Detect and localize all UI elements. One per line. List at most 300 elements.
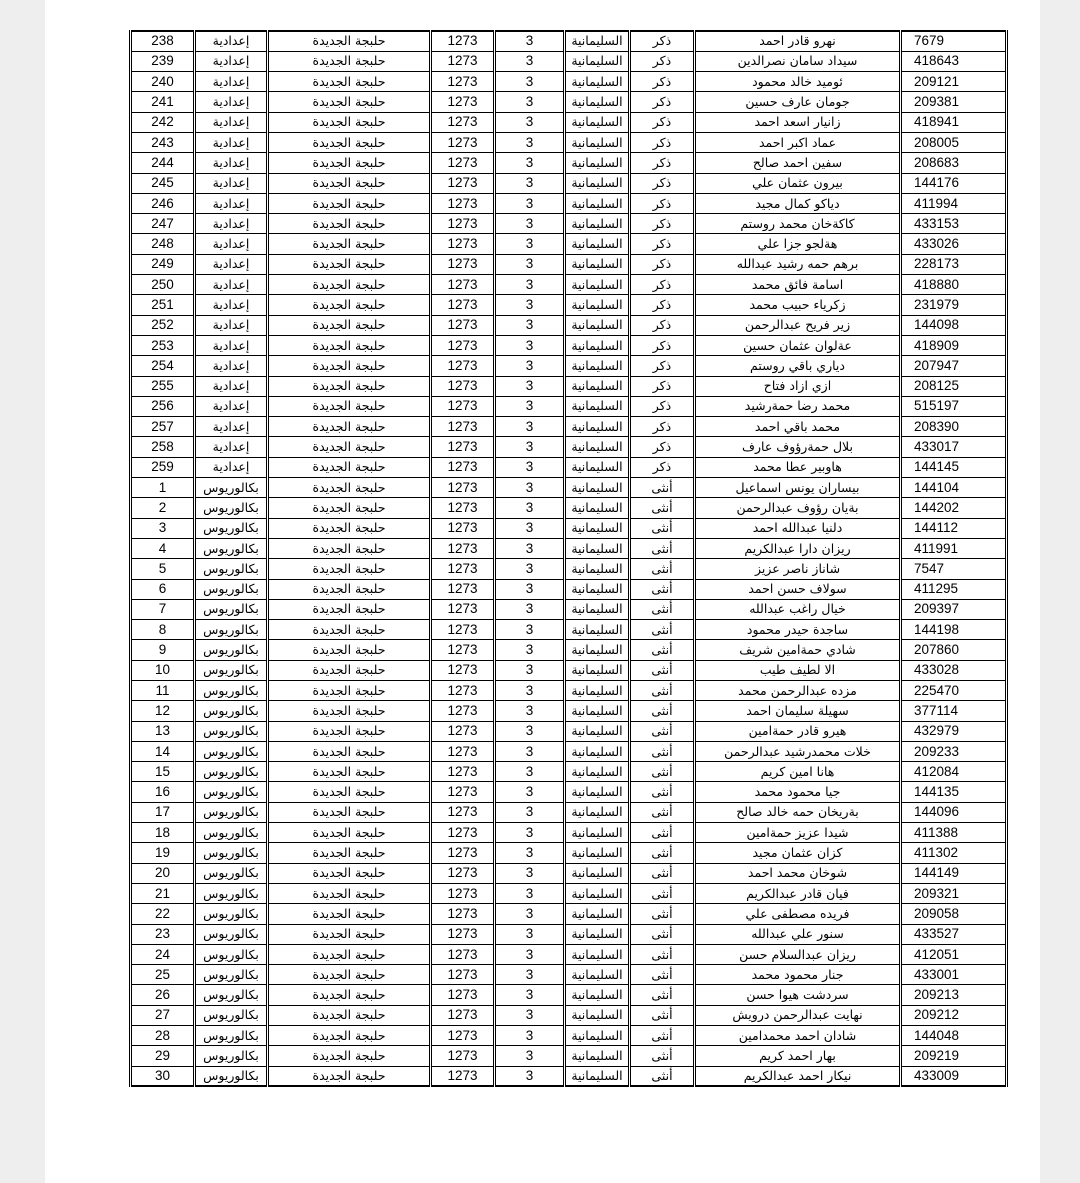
- number-cell: 3: [495, 823, 565, 843]
- governorate-cell: السليمانية: [565, 762, 630, 782]
- city-cell: حلبجة الجديدة: [268, 153, 431, 173]
- number-cell: 3: [495, 518, 565, 538]
- id-cell: 144096: [901, 802, 1007, 822]
- name-cell: بلال حمةرؤوف عارف: [695, 437, 901, 457]
- number-cell: 3: [495, 1066, 565, 1086]
- code-cell: 1273: [431, 843, 495, 863]
- qualification-cell: بكالوريوس: [195, 843, 268, 863]
- number-cell: 3: [495, 234, 565, 254]
- name-cell: شوخان محمد احمد: [695, 863, 901, 883]
- code-cell: 1273: [431, 883, 495, 903]
- number-cell: 3: [495, 1005, 565, 1025]
- governorate-cell: السليمانية: [565, 295, 630, 315]
- id-cell: 411302: [901, 843, 1007, 863]
- governorate-cell: السليمانية: [565, 721, 630, 741]
- table-row: [131, 214, 1007, 234]
- qualification-cell: بكالوريوس: [195, 863, 268, 883]
- code-cell: 1273: [431, 924, 495, 944]
- number-cell: 3: [495, 762, 565, 782]
- number-cell: 3: [495, 153, 565, 173]
- number-cell: 3: [495, 924, 565, 944]
- qualification-cell: إعدادية: [195, 335, 268, 355]
- serial-number-cell: 26: [131, 985, 195, 1005]
- id-cell: 412051: [901, 944, 1007, 964]
- code-cell: 1273: [431, 579, 495, 599]
- code-cell: 1273: [431, 214, 495, 234]
- city-cell: حلبجة الجديدة: [268, 721, 431, 741]
- code-cell: 1273: [431, 295, 495, 315]
- city-cell: حلبجة الجديدة: [268, 762, 431, 782]
- governorate-cell: السليمانية: [565, 559, 630, 579]
- number-cell: 3: [495, 92, 565, 112]
- serial-number-cell: 242: [131, 112, 195, 132]
- city-cell: حلبجة الجديدة: [268, 965, 431, 985]
- qualification-cell: بكالوريوس: [195, 1026, 268, 1046]
- gender-cell: أنثى: [630, 883, 695, 903]
- code-cell: 1273: [431, 944, 495, 964]
- qualification-cell: بكالوريوس: [195, 924, 268, 944]
- name-cell: خيال راغب عبدالله: [695, 599, 901, 619]
- table-row: [131, 335, 1007, 355]
- city-cell: حلبجة الجديدة: [268, 1046, 431, 1066]
- city-cell: حلبجة الجديدة: [268, 396, 431, 416]
- code-cell: 1273: [431, 802, 495, 822]
- gender-cell: أنثى: [630, 1026, 695, 1046]
- name-cell: هانا امين كريم: [695, 762, 901, 782]
- city-cell: حلبجة الجديدة: [268, 315, 431, 335]
- name-cell: جنار محمود محمد: [695, 965, 901, 985]
- city-cell: حلبجة الجديدة: [268, 559, 431, 579]
- governorate-cell: السليمانية: [565, 417, 630, 437]
- code-cell: 1273: [431, 275, 495, 295]
- qualification-cell: بكالوريوس: [195, 883, 268, 903]
- gender-cell: أنثى: [630, 924, 695, 944]
- city-cell: حلبجة الجديدة: [268, 883, 431, 903]
- gender-cell: أنثى: [630, 620, 695, 640]
- serial-number-cell: 258: [131, 437, 195, 457]
- serial-number-cell: 25: [131, 965, 195, 985]
- governorate-cell: السليمانية: [565, 498, 630, 518]
- serial-number-cell: 16: [131, 782, 195, 802]
- table-row: [131, 802, 1007, 822]
- id-cell: 208683: [901, 153, 1007, 173]
- number-cell: 3: [495, 620, 565, 640]
- serial-number-cell: 14: [131, 741, 195, 761]
- table-row: [131, 762, 1007, 782]
- name-cell: شادان احمد محمدامين: [695, 1026, 901, 1046]
- serial-number-cell: 247: [131, 214, 195, 234]
- serial-number-cell: 9: [131, 640, 195, 660]
- governorate-cell: السليمانية: [565, 863, 630, 883]
- id-cell: 411994: [901, 193, 1007, 213]
- name-cell: هةلجو جزا علي: [695, 234, 901, 254]
- city-cell: حلبجة الجديدة: [268, 620, 431, 640]
- city-cell: حلبجة الجديدة: [268, 51, 431, 71]
- qualification-cell: بكالوريوس: [195, 1046, 268, 1066]
- name-cell: عةلوان عثمان حسين: [695, 335, 901, 355]
- serial-number-cell: 17: [131, 802, 195, 822]
- code-cell: 1273: [431, 335, 495, 355]
- gender-cell: أنثى: [630, 944, 695, 964]
- gender-cell: ذكر: [630, 31, 695, 51]
- serial-number-cell: 3: [131, 518, 195, 538]
- serial-number-cell: 238: [131, 31, 195, 51]
- qualification-cell: إعدادية: [195, 173, 268, 193]
- number-cell: 3: [495, 214, 565, 234]
- gender-cell: أنثى: [630, 985, 695, 1005]
- id-cell: 433001: [901, 965, 1007, 985]
- name-cell: ازي ازاد فتاح: [695, 376, 901, 396]
- gender-cell: أنثى: [630, 741, 695, 761]
- code-cell: 1273: [431, 478, 495, 498]
- qualification-cell: إعدادية: [195, 396, 268, 416]
- serial-number-cell: 15: [131, 762, 195, 782]
- number-cell: 3: [495, 1026, 565, 1046]
- name-cell: اسامة فائق محمد: [695, 275, 901, 295]
- serial-number-cell: 20: [131, 863, 195, 883]
- code-cell: 1273: [431, 559, 495, 579]
- governorate-cell: السليمانية: [565, 376, 630, 396]
- number-cell: 3: [495, 295, 565, 315]
- qualification-cell: إعدادية: [195, 112, 268, 132]
- id-cell: 144176: [901, 173, 1007, 193]
- table-row: [131, 518, 1007, 538]
- code-cell: 1273: [431, 965, 495, 985]
- number-cell: 3: [495, 254, 565, 274]
- city-cell: حلبجة الجديدة: [268, 376, 431, 396]
- gender-cell: أنثى: [630, 965, 695, 985]
- city-cell: حلبجة الجديدة: [268, 295, 431, 315]
- gender-cell: ذكر: [630, 234, 695, 254]
- code-cell: 1273: [431, 173, 495, 193]
- number-cell: 3: [495, 904, 565, 924]
- code-cell: 1273: [431, 701, 495, 721]
- id-cell: 433017: [901, 437, 1007, 457]
- code-cell: 1273: [431, 31, 495, 51]
- gender-cell: أنثى: [630, 681, 695, 701]
- table-row: [131, 1005, 1007, 1025]
- governorate-cell: السليمانية: [565, 275, 630, 295]
- city-cell: حلبجة الجديدة: [268, 904, 431, 924]
- governorate-cell: السليمانية: [565, 92, 630, 112]
- id-cell: 144145: [901, 457, 1007, 477]
- name-cell: ساجدة حيدر محمود: [695, 620, 901, 640]
- code-cell: 1273: [431, 741, 495, 761]
- id-cell: 433026: [901, 234, 1007, 254]
- gender-cell: أنثى: [630, 904, 695, 924]
- qualification-cell: بكالوريوس: [195, 640, 268, 660]
- governorate-cell: السليمانية: [565, 985, 630, 1005]
- id-cell: 208125: [901, 376, 1007, 396]
- gender-cell: ذكر: [630, 51, 695, 71]
- city-cell: حلبجة الجديدة: [268, 660, 431, 680]
- id-cell: 144098: [901, 315, 1007, 335]
- number-cell: 3: [495, 275, 565, 295]
- city-cell: حلبجة الجديدة: [268, 173, 431, 193]
- code-cell: 1273: [431, 132, 495, 152]
- qualification-cell: بكالوريوس: [195, 681, 268, 701]
- number-cell: 3: [495, 457, 565, 477]
- name-cell: برهم حمه رشيد عبدالله: [695, 254, 901, 274]
- governorate-cell: السليمانية: [565, 843, 630, 863]
- id-cell: 209397: [901, 599, 1007, 619]
- name-cell: عماد اكبر احمد: [695, 132, 901, 152]
- gender-cell: ذكر: [630, 356, 695, 376]
- code-cell: 1273: [431, 1046, 495, 1066]
- table-row: [131, 985, 1007, 1005]
- qualification-cell: بكالوريوس: [195, 904, 268, 924]
- governorate-cell: السليمانية: [565, 823, 630, 843]
- code-cell: 1273: [431, 112, 495, 132]
- city-cell: حلبجة الجديدة: [268, 1026, 431, 1046]
- id-cell: 411295: [901, 579, 1007, 599]
- governorate-cell: السليمانية: [565, 1026, 630, 1046]
- qualification-cell: بكالوريوس: [195, 599, 268, 619]
- name-cell: محمد رضا حمةرشيد: [695, 396, 901, 416]
- serial-number-cell: 243: [131, 132, 195, 152]
- table-row: [131, 396, 1007, 416]
- employee-table: [129, 30, 1008, 1087]
- serial-number-cell: 28: [131, 1026, 195, 1046]
- city-cell: حلبجة الجديدة: [268, 234, 431, 254]
- governorate-cell: السليمانية: [565, 620, 630, 640]
- name-cell: بةريخان حمه خالد صالح: [695, 802, 901, 822]
- name-cell: الا لطيف طيب: [695, 660, 901, 680]
- code-cell: 1273: [431, 660, 495, 680]
- qualification-cell: إعدادية: [195, 92, 268, 112]
- number-cell: 3: [495, 132, 565, 152]
- table-row: [131, 599, 1007, 619]
- number-cell: 3: [495, 985, 565, 1005]
- id-cell: 412084: [901, 762, 1007, 782]
- serial-number-cell: 18: [131, 823, 195, 843]
- name-cell: جيا محمود محمد: [695, 782, 901, 802]
- code-cell: 1273: [431, 51, 495, 71]
- table-row: [131, 478, 1007, 498]
- name-cell: بهار احمد كريم: [695, 1046, 901, 1066]
- code-cell: 1273: [431, 417, 495, 437]
- governorate-cell: السليمانية: [565, 1066, 630, 1086]
- table-row: [131, 904, 1007, 924]
- table-row: [131, 254, 1007, 274]
- city-cell: حلبجة الجديدة: [268, 944, 431, 964]
- id-cell: 377114: [901, 701, 1007, 721]
- governorate-cell: السليمانية: [565, 660, 630, 680]
- city-cell: حلبجة الجديدة: [268, 1005, 431, 1025]
- table-row: [131, 538, 1007, 558]
- gender-cell: أنثى: [630, 802, 695, 822]
- id-cell: 433009: [901, 1066, 1007, 1086]
- id-cell: 515197: [901, 396, 1007, 416]
- table-row: [131, 173, 1007, 193]
- gender-cell: أنثى: [630, 660, 695, 680]
- serial-number-cell: 250: [131, 275, 195, 295]
- id-cell: 231979: [901, 295, 1007, 315]
- name-cell: هيرو قادر حمةامين: [695, 721, 901, 741]
- gender-cell: أنثى: [630, 1046, 695, 1066]
- serial-number-cell: 21: [131, 883, 195, 903]
- id-cell: 225470: [901, 681, 1007, 701]
- id-cell: 418909: [901, 335, 1007, 355]
- gender-cell: أنثى: [630, 1066, 695, 1086]
- code-cell: 1273: [431, 153, 495, 173]
- number-cell: 3: [495, 538, 565, 558]
- table-row: [131, 275, 1007, 295]
- number-cell: 3: [495, 701, 565, 721]
- qualification-cell: بكالوريوس: [195, 559, 268, 579]
- number-cell: 3: [495, 335, 565, 355]
- city-cell: حلبجة الجديدة: [268, 112, 431, 132]
- table-row: [131, 721, 1007, 741]
- id-cell: 209381: [901, 92, 1007, 112]
- qualification-cell: إعدادية: [195, 275, 268, 295]
- code-cell: 1273: [431, 254, 495, 274]
- code-cell: 1273: [431, 782, 495, 802]
- table-row: [131, 132, 1007, 152]
- governorate-cell: السليمانية: [565, 1005, 630, 1025]
- city-cell: حلبجة الجديدة: [268, 863, 431, 883]
- table-row: [131, 640, 1007, 660]
- governorate-cell: السليمانية: [565, 234, 630, 254]
- code-cell: 1273: [431, 72, 495, 92]
- code-cell: 1273: [431, 396, 495, 416]
- name-cell: فيان قادر عبدالكريم: [695, 883, 901, 903]
- number-cell: 3: [495, 843, 565, 863]
- name-cell: جومان عارف حسين: [695, 92, 901, 112]
- city-cell: حلبجة الجديدة: [268, 802, 431, 822]
- id-cell: 209233: [901, 741, 1007, 761]
- governorate-cell: السليمانية: [565, 254, 630, 274]
- serial-number-cell: 29: [131, 1046, 195, 1066]
- gender-cell: أنثى: [630, 538, 695, 558]
- id-cell: 144149: [901, 863, 1007, 883]
- governorate-cell: السليمانية: [565, 599, 630, 619]
- code-cell: 1273: [431, 457, 495, 477]
- gender-cell: ذكر: [630, 193, 695, 213]
- table-row: [131, 843, 1007, 863]
- governorate-cell: السليمانية: [565, 579, 630, 599]
- id-cell: 209058: [901, 904, 1007, 924]
- code-cell: 1273: [431, 1026, 495, 1046]
- city-cell: حلبجة الجديدة: [268, 985, 431, 1005]
- gender-cell: أنثى: [630, 559, 695, 579]
- id-cell: 433153: [901, 214, 1007, 234]
- serial-number-cell: 22: [131, 904, 195, 924]
- name-cell: زانيار اسعد احمد: [695, 112, 901, 132]
- gender-cell: أنثى: [630, 498, 695, 518]
- gender-cell: ذكر: [630, 132, 695, 152]
- number-cell: 3: [495, 660, 565, 680]
- name-cell: بةيان رؤوف عبدالرحمن: [695, 498, 901, 518]
- name-cell: بيساران يونس اسماعيل: [695, 478, 901, 498]
- governorate-cell: السليمانية: [565, 904, 630, 924]
- name-cell: دياكو كمال مجيد: [695, 193, 901, 213]
- governorate-cell: السليمانية: [565, 802, 630, 822]
- qualification-cell: بكالوريوس: [195, 620, 268, 640]
- table-row: [131, 1066, 1007, 1086]
- id-cell: 432979: [901, 721, 1007, 741]
- code-cell: 1273: [431, 640, 495, 660]
- governorate-cell: السليمانية: [565, 681, 630, 701]
- qualification-cell: إعدادية: [195, 51, 268, 71]
- id-cell: 144202: [901, 498, 1007, 518]
- city-cell: حلبجة الجديدة: [268, 599, 431, 619]
- id-cell: 418941: [901, 112, 1007, 132]
- id-cell: 228173: [901, 254, 1007, 274]
- number-cell: 3: [495, 721, 565, 741]
- id-cell: 207860: [901, 640, 1007, 660]
- number-cell: 3: [495, 1046, 565, 1066]
- number-cell: 3: [495, 51, 565, 71]
- table-row: [131, 823, 1007, 843]
- governorate-cell: السليمانية: [565, 31, 630, 51]
- name-cell: سهيلة سليمان احمد: [695, 701, 901, 721]
- gender-cell: ذكر: [630, 214, 695, 234]
- number-cell: 3: [495, 559, 565, 579]
- qualification-cell: إعدادية: [195, 193, 268, 213]
- name-cell: سولاف حسن احمد: [695, 579, 901, 599]
- id-cell: 209219: [901, 1046, 1007, 1066]
- code-cell: 1273: [431, 1005, 495, 1025]
- city-cell: حلبجة الجديدة: [268, 193, 431, 213]
- id-cell: 411388: [901, 823, 1007, 843]
- qualification-cell: بكالوريوس: [195, 1005, 268, 1025]
- code-cell: 1273: [431, 92, 495, 112]
- number-cell: 3: [495, 863, 565, 883]
- serial-number-cell: 240: [131, 72, 195, 92]
- city-cell: حلبجة الجديدة: [268, 214, 431, 234]
- gender-cell: أنثى: [630, 782, 695, 802]
- table-row: [131, 863, 1007, 883]
- serial-number-cell: 30: [131, 1066, 195, 1086]
- name-cell: سفين احمد صالح: [695, 153, 901, 173]
- table-row: [131, 72, 1007, 92]
- name-cell: كاكةخان محمد روستم: [695, 214, 901, 234]
- table-row: [131, 681, 1007, 701]
- name-cell: دياري باقي روستم: [695, 356, 901, 376]
- code-cell: 1273: [431, 985, 495, 1005]
- number-cell: 3: [495, 112, 565, 132]
- table-row: [131, 660, 1007, 680]
- table-row: [131, 498, 1007, 518]
- qualification-cell: بكالوريوس: [195, 741, 268, 761]
- governorate-cell: السليمانية: [565, 883, 630, 903]
- qualification-cell: بكالوريوس: [195, 823, 268, 843]
- qualification-cell: بكالوريوس: [195, 701, 268, 721]
- gender-cell: ذكر: [630, 112, 695, 132]
- qualification-cell: بكالوريوس: [195, 660, 268, 680]
- number-cell: 3: [495, 193, 565, 213]
- table-row: [131, 559, 1007, 579]
- name-cell: سنور علي عبدالله: [695, 924, 901, 944]
- serial-number-cell: 7: [131, 599, 195, 619]
- city-cell: حلبجة الجديدة: [268, 275, 431, 295]
- qualification-cell: بكالوريوس: [195, 762, 268, 782]
- gender-cell: ذكر: [630, 315, 695, 335]
- id-cell: 7679: [901, 31, 1007, 51]
- table-row: [131, 92, 1007, 112]
- number-cell: 3: [495, 72, 565, 92]
- qualification-cell: بكالوريوس: [195, 721, 268, 741]
- id-cell: 144048: [901, 1026, 1007, 1046]
- name-cell: نهايت عبدالرحمن درويش: [695, 1005, 901, 1025]
- name-cell: خلات محمدرشيد عبدالرحمن: [695, 741, 901, 761]
- table-row: [131, 31, 1007, 51]
- governorate-cell: السليمانية: [565, 457, 630, 477]
- city-cell: حلبجة الجديدة: [268, 72, 431, 92]
- governorate-cell: السليمانية: [565, 701, 630, 721]
- governorate-cell: السليمانية: [565, 924, 630, 944]
